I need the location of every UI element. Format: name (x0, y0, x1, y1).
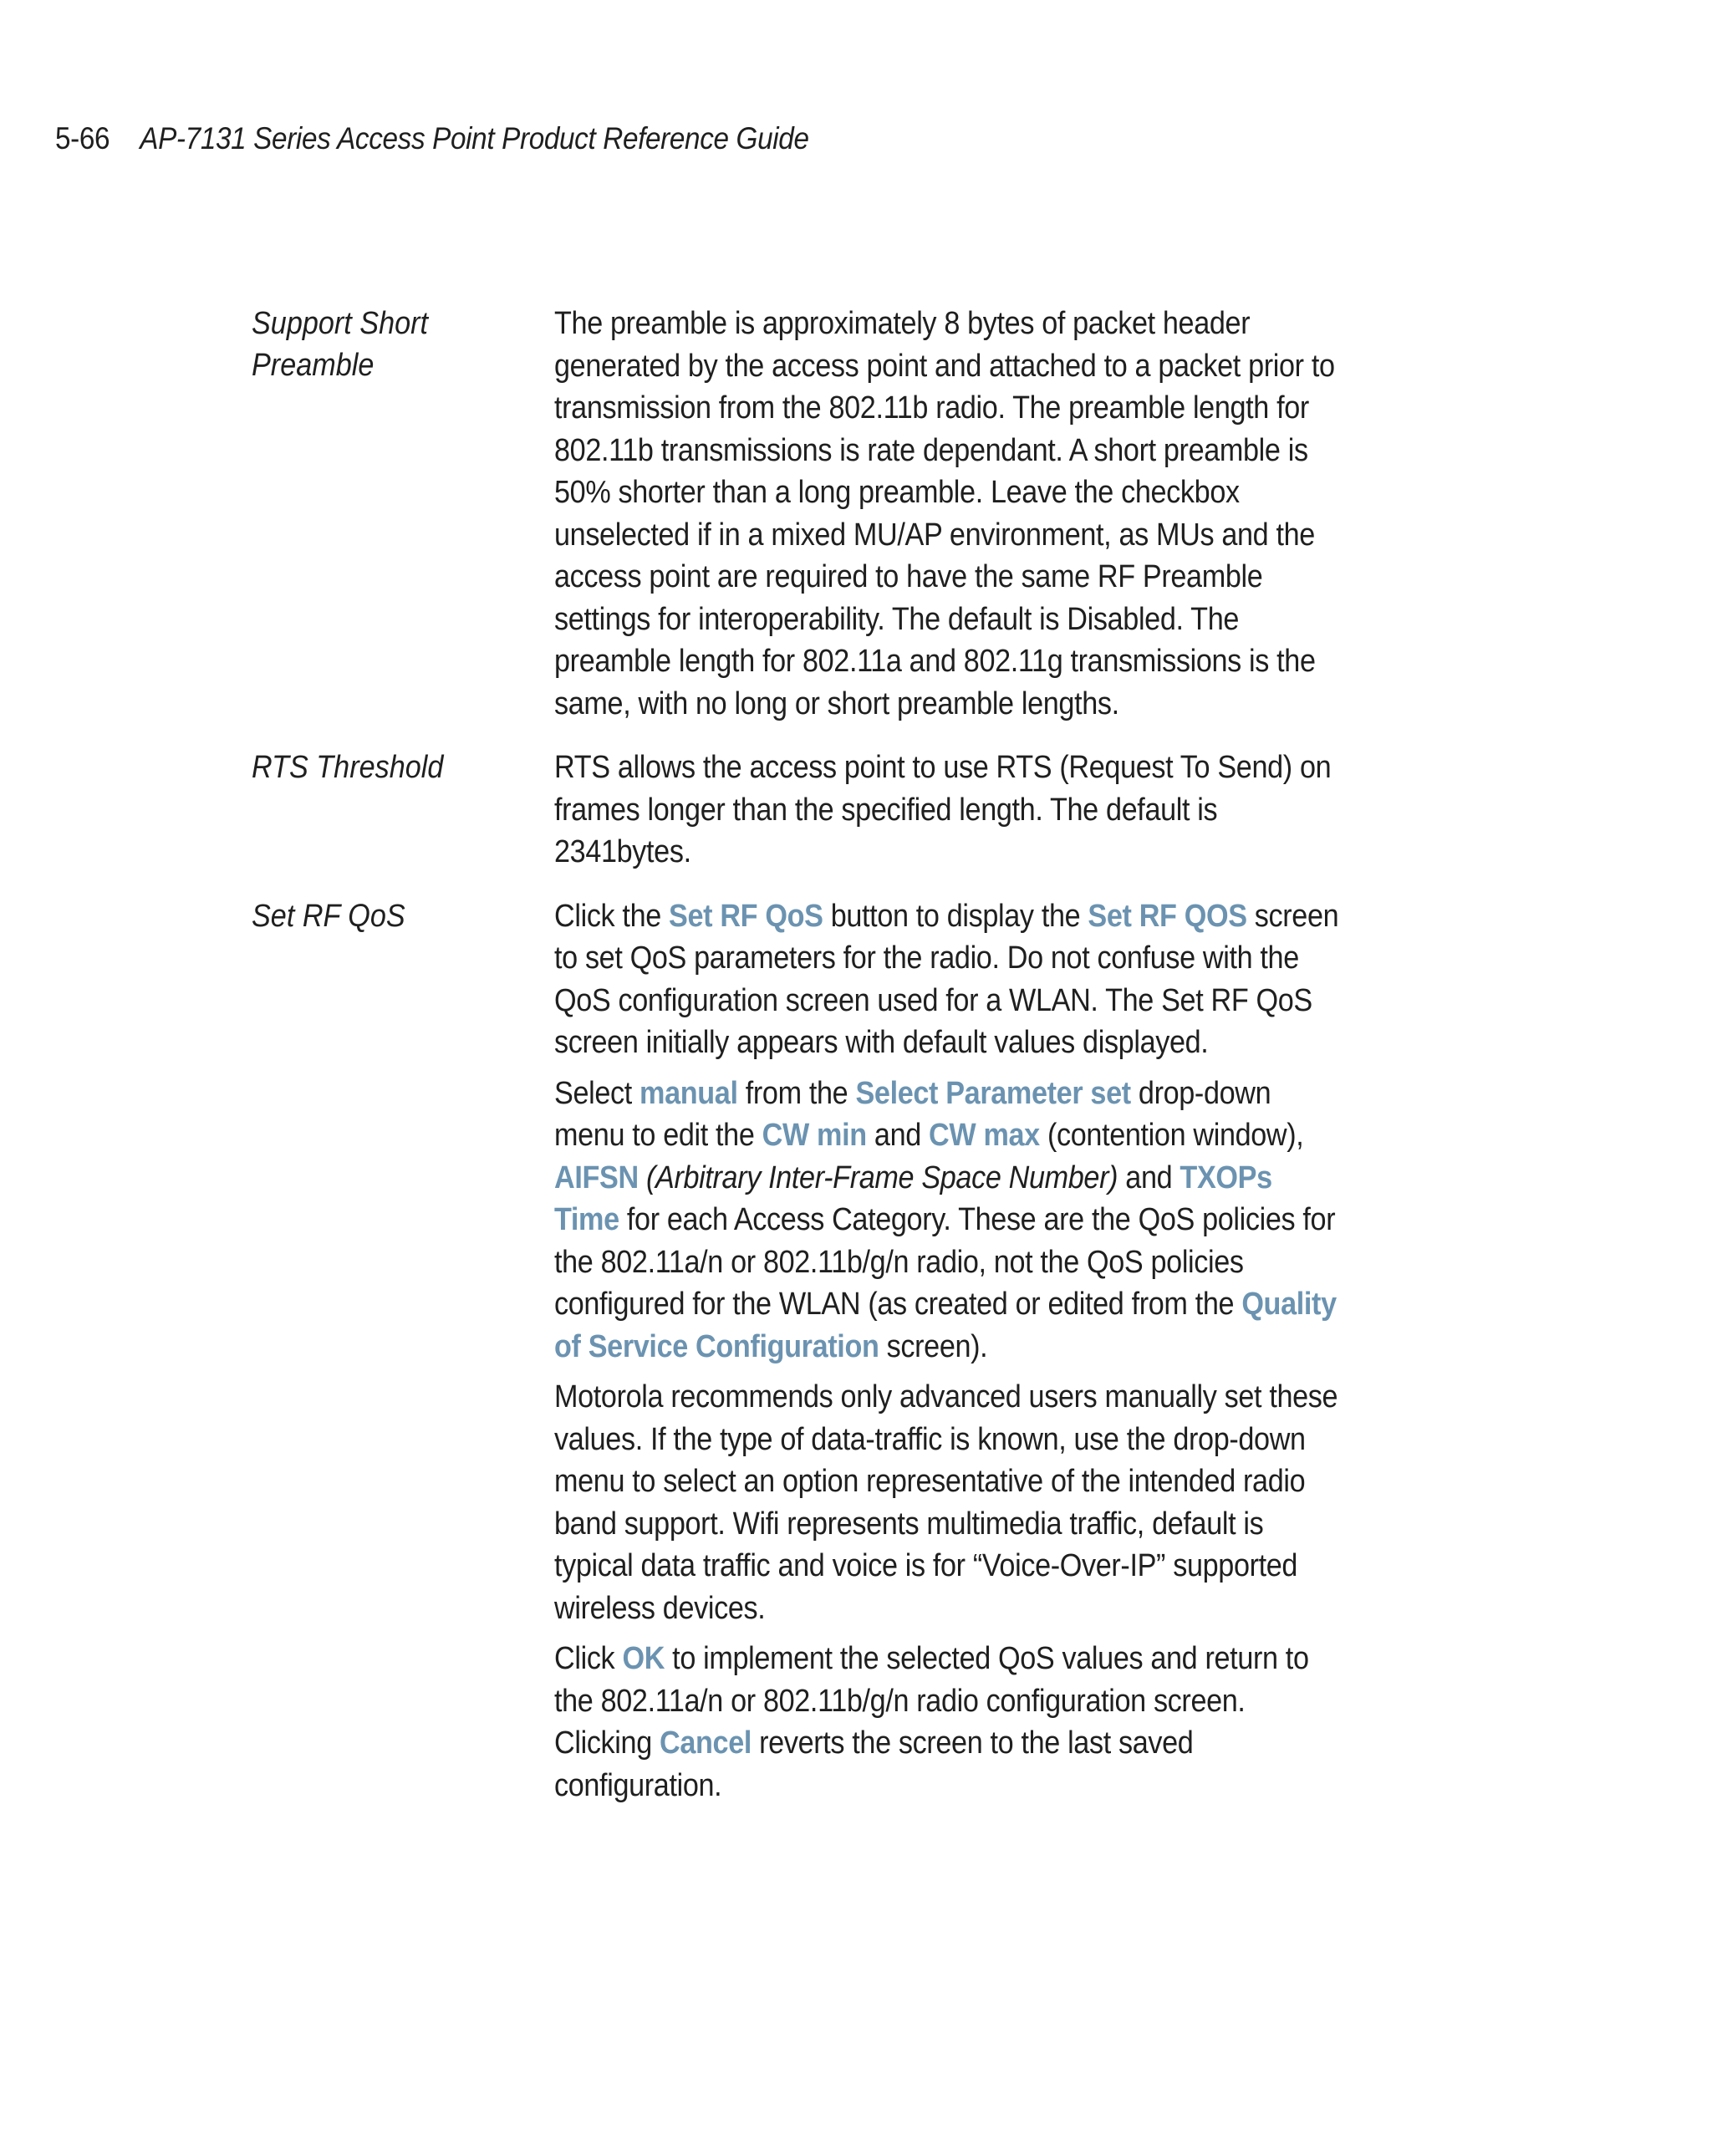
text-run: drop-down menu to edit the (554, 1075, 1271, 1153)
paragraph (554, 1376, 1344, 1629)
ui-term-set-rf-qos-screen: Set RF QOS (1088, 898, 1247, 934)
text-run: Click (554, 1641, 623, 1676)
entry-set-rf-qos (252, 895, 1422, 1807)
header-title: AP-7131 Series Access Point Product Reference Guide (140, 121, 809, 155)
ui-term-cancel: Cancel (660, 1725, 752, 1761)
paragraph (554, 1638, 1344, 1807)
entry-support-short-preamble (252, 303, 1422, 725)
ui-term-cw-min: CW min (762, 1118, 867, 1153)
definition-list (252, 303, 1422, 1828)
description-rts-threshold (554, 747, 1344, 874)
entry-rts-threshold (252, 747, 1422, 874)
text-run: screen). (879, 1328, 988, 1364)
text-run: to implement the selected QoS values and return to the 802.11a/n or 802.11b/g/n radio configuration screen. Clicking (554, 1641, 1309, 1761)
text-run: (contention window), (1039, 1118, 1304, 1153)
text-run: RTS allows the access point to use RTS (Request To Send) on frames longer than the specified length. The default is 2341bytes. (554, 750, 1332, 869)
ui-term-quality-of-service-configuration: Quality of Service Configuration (554, 1287, 1337, 1364)
ui-term-txops-time: TXOPs Time (554, 1160, 1272, 1237)
description-support-short-preamble (554, 303, 1344, 725)
term-support-short-preamble: Support Short Preamble (252, 306, 429, 383)
text-run: Select (554, 1075, 640, 1111)
text-run: The preamble is approximately 8 bytes of packet header generated by the access point and attached to a packet prior to transmission from the 802.11b radio. The preamble length for 802.11b transmissions is rate dependant. A short preamble is 50% shorter than a long preamble. Leave the checkbox unselected if in a mixed MU/AP environment, as MUs and the access point are required to have the same RF Preamble settings for interoperability. The default is Disabled. The preamble length for 802.11a and 802.11g transmissions is the same, with no long or short preamble lengths. (554, 306, 1335, 721)
ui-term-select-parameter-set: Select Parameter set (855, 1075, 1131, 1111)
term-rts-threshold: RTS Threshold (252, 750, 444, 785)
page-header (55, 117, 809, 161)
text-run: reverts the screen to the last saved configuration. (554, 1725, 1194, 1803)
ui-term-cw-max: CW max (929, 1118, 1040, 1153)
text-run: screen to set QoS parameters for the radio. Do not confuse with the QoS configuration screen used for a WLAN. The Set RF QoS screen initially appears with default values displayed. (554, 898, 1339, 1060)
ui-term-manual: manual (639, 1075, 738, 1111)
text-run (639, 1160, 646, 1195)
term-set-rf-qos: Set RF QoS (252, 898, 405, 934)
text-run: and (866, 1118, 930, 1153)
text-run: and (1118, 1160, 1180, 1195)
paragraph (554, 1073, 1344, 1369)
text-run: Motorola recommends only advanced users manually set these values. If the type of data-traffic is known, use the drop-down menu to select an option representative of the intended radio band support. Wifi represents multimedia traffic, default is typical data traffic and voice is for “Voice-Over-IP” supported wireless devices. (554, 1379, 1338, 1626)
paragraph (554, 747, 1344, 874)
text-run: from the (737, 1075, 856, 1111)
paragraph (554, 895, 1344, 1064)
ui-term-set-rf-qos: Set RF QoS (669, 898, 823, 934)
text-run: for each Access Category. These are the QoS policies for the 802.11a/n or 802.11b/g/n radio, not the QoS policies configured for the WLAN (as created or edited from the (554, 1202, 1336, 1322)
italic-term-aifsn-expansion: (Arbitrary Inter-Frame Space Number) (645, 1160, 1118, 1195)
ui-term-ok: OK (622, 1641, 665, 1676)
text-run: Click the (554, 898, 670, 934)
text-run: button to display the (823, 898, 1088, 934)
description-set-rf-qos (554, 895, 1344, 1807)
page-number: 5-66 (55, 121, 110, 155)
paragraph (554, 303, 1344, 725)
ui-term-aifsn: AIFSN (554, 1160, 639, 1195)
